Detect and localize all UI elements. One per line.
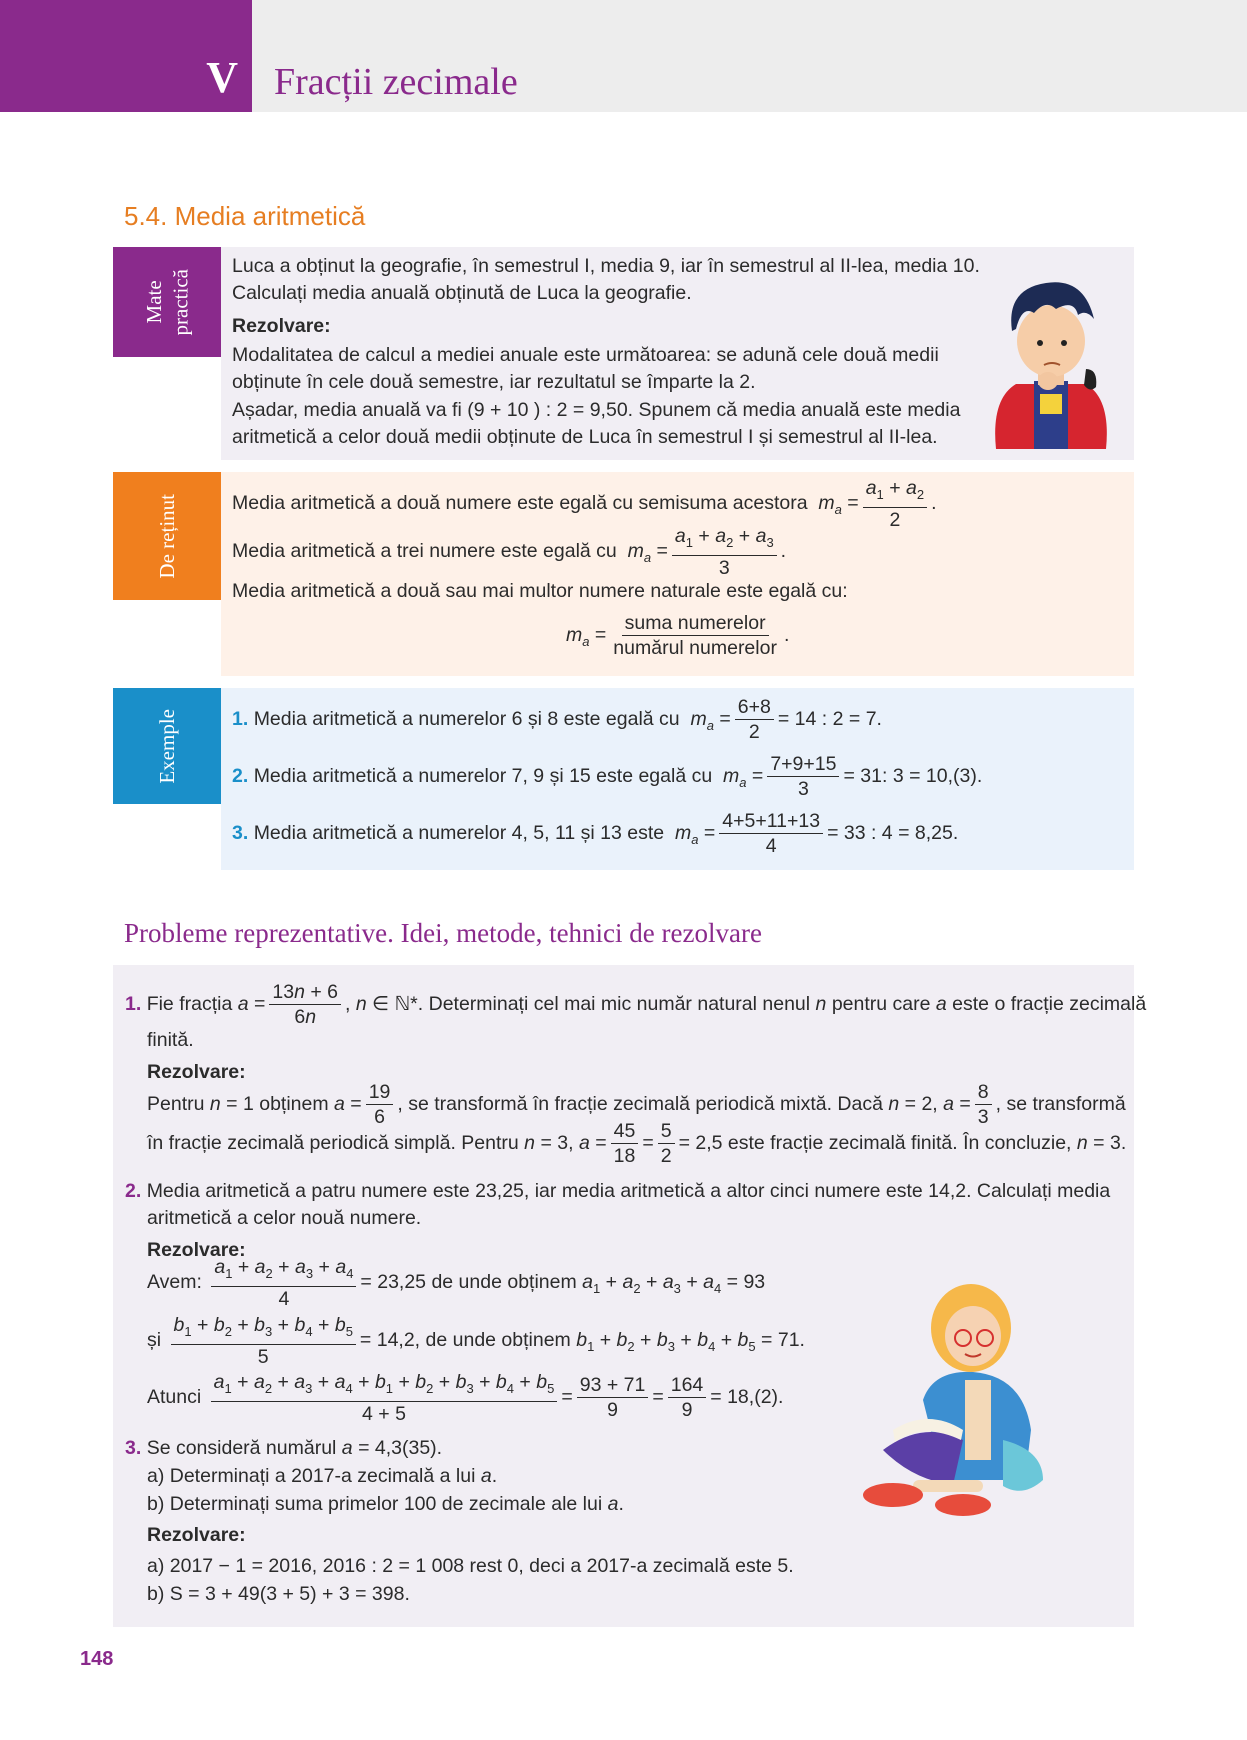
p1-r1c: se transformă în fracție zecimală periodică mixtă. Dacă xyxy=(408,1093,883,1115)
exemple-panel xyxy=(221,688,1134,870)
boy-illustration xyxy=(986,269,1116,449)
mate-rezolvare: Rezolvare: xyxy=(232,315,331,337)
chapter-number: V xyxy=(206,53,238,102)
problem-3-b: b) Determinați suma primelor 100 de zecimale ale lui a. xyxy=(147,1493,624,1515)
problem-3-line-1: Se consideră numărul xyxy=(146,1437,337,1459)
retinut-line-3: Media aritmetică a două sau mai multor numere naturale este egală cu: xyxy=(232,580,848,602)
mate-line-5: Așadar, media anuală va fi (9 + 10 ) : 2 = 9,50. Spunem că media anuală este media xyxy=(232,399,961,421)
problem-3-statement: 3. Se consideră numărul a = 4,3(35). xyxy=(125,1437,443,1459)
formula-numerator: suma numerelor xyxy=(622,611,769,636)
p3-b-text: b) Determinați suma primelor 100 de zecimale ale lui xyxy=(147,1493,603,1515)
retinut-rule-2: Media aritmetică a trei numere este egală cu $m_a$ = $\frac{a_1 + a_2 + a_3}{3}$ . xyxy=(232,525,787,579)
problem-2-atunci: Atunci $\frac{a_1 + a_2 + a_3 + a_4 + b_1 + b_2 + b_3 + b_4 + b_5}{4 + 5}$ = $\frac{93 + 71}{9}$ = $\frac{164}{9}$ = 18,(2). xyxy=(147,1371,784,1425)
p1-r1a: Pentru xyxy=(147,1093,205,1115)
example-1-number: 1. xyxy=(232,708,249,730)
exemple-tab-label: Exemple xyxy=(154,708,179,784)
problem-1-text-e: finită. xyxy=(147,1029,194,1051)
mate-line-1: Luca a obținut la geografie, în semestrul I, media 9, iar în semestrul al II-lea, media 10. xyxy=(232,255,980,277)
p1-r2b: este fracție zecimală finită. În concluzie, xyxy=(727,1132,1072,1154)
retinut-line-2: Media aritmetică a trei numere este egală cu xyxy=(232,540,617,563)
example-2: 2. Media aritmetică a numerelor 7, 9 și 15 este egală cu $m_a$ = $\frac{7+9+15}{3}$ = 31: 3 = 10,(3). xyxy=(232,753,983,801)
mate-tab-label-2: practică xyxy=(168,268,192,336)
retinut-tab-label: De reținut xyxy=(154,493,179,579)
mate-practica-panel xyxy=(221,247,1134,460)
example-3-text: Media aritmetică a numerelor 4, 5, 11 și 13 este xyxy=(253,822,665,844)
mate-line-3: Modalitatea de calcul a mediei anuale este următoarea: se adună cele două medii xyxy=(232,344,939,366)
p2-si-label: și xyxy=(147,1329,162,1352)
chapter-number-box xyxy=(0,0,252,112)
problem-1-text-a: Fie fracția xyxy=(146,993,233,1015)
page-number: 148 xyxy=(80,1648,114,1670)
problem-3-solution-a: a) 2017 − 1 = 2016, 2016 : 2 = 1 008 rest 0, deci a 2017-a zecimală este 5. xyxy=(147,1555,794,1577)
de-retinut-panel xyxy=(221,472,1134,676)
example-3: 3. Media aritmetică a numerelor 4, 5, 11 și 13 este $m_a$ = $\frac{4+5+11+13}{4}$ = 33 : 4 = 8,25. xyxy=(232,810,959,858)
p2-atunci-label: Atunci xyxy=(147,1386,202,1409)
retinut-formula: $m_a$ = $\frac{\text{suma numerelor}}{\text{numărul numerelor}}$ . xyxy=(566,612,790,660)
p1-r1d: se transformă xyxy=(1006,1093,1126,1115)
probleme-panel xyxy=(113,965,1147,1627)
problem-1-text-d: este o fracție zecimală xyxy=(952,993,1147,1015)
problem-3-solution-b: b) S = 3 + 49(3 + 5) + 3 = 398. xyxy=(147,1583,410,1605)
problem-1-statement: 1. Fie fracția a = $\frac{13n + 6}{6n}$ , n ∈ ℕ*. Determinați cel mai mic număr natural nenul n pentru care a este o fracție zecimală xyxy=(125,981,1147,1029)
problem-2-si: și $\frac{b_1 + b_2 + b_3 + b_4 + b_5}{5}$ = 14,2, de unde obținem $b_1 + b_2 + b_3 + b_4 + b_5 = 71$. xyxy=(147,1314,805,1368)
p2-deunde-2: de unde obținem xyxy=(425,1329,571,1352)
problem-2-rezolvare: Rezolvare: xyxy=(147,1239,246,1261)
problem-2-number: 2. xyxy=(125,1180,142,1202)
example-2-text: Media aritmetică a numerelor 7, 9 și 15 este egală cu xyxy=(253,765,713,787)
problem-3-number: 3. xyxy=(125,1437,142,1459)
p2-avem-label: Avem: xyxy=(147,1271,202,1294)
example-3-number: 3. xyxy=(232,822,249,844)
problem-1-text-c: pentru care xyxy=(831,993,931,1015)
example-1-text: Media aritmetică a numerelor 6 și 8 este egală cu xyxy=(253,708,680,730)
p1-r1b: obținem xyxy=(259,1093,329,1115)
mate-line-2: Calculați media anuală obținută de Luca la geografie. xyxy=(232,282,692,304)
exemple-tab xyxy=(113,688,221,804)
problem-2-avem: Avem: $\frac{a_1 + a_2 + a_3 + a_4}{4}$ = 23,25 de unde obținem $a_1 + a_2 + a_3 + a_4 = 93$ xyxy=(147,1256,766,1310)
example-1: 1. Media aritmetică a numerelor 6 și 8 este egală cu $m_a$ = $\frac{6+8}{2}$ = 14 : 2 = 7. xyxy=(232,696,882,744)
problem-1-solution-line-1: Pentru n = 1 obținem a = $\frac{19}{6}$ , se transformă în fracție zecimală periodică mixtă. Dacă n = 2, a = $\frac{8}{3}$ , se transformă xyxy=(147,1081,1126,1129)
mate-line-6: aritmetică a celor două medii obținute de Luca în semestrul I și semestrul al II-lea. xyxy=(232,426,938,448)
problem-2-line-2: aritmetică a celor nouă numere. xyxy=(147,1207,422,1229)
problem-2-statement xyxy=(125,1178,1110,1205)
problem-1-text-b: Determinați cel mai mic număr natural nenul xyxy=(428,993,811,1015)
chapter-title: Fracții zecimale xyxy=(274,61,518,103)
example-2-number: 2. xyxy=(232,765,249,787)
probleme-title: Probleme reprezentative. Idei, metode, tehnici de rezolvare xyxy=(124,918,762,948)
problem-2-line-1: Media aritmetică a patru numere este 23,25, iar media aritmetică a altor cinci numere este 14,2. Calculați media xyxy=(146,1180,1111,1202)
problem-1-number: 1. xyxy=(125,993,142,1015)
problem-3-rezolvare: Rezolvare: xyxy=(147,1524,246,1546)
mate-line-4: obținute în cele două semestre, iar rezultatul se împarte la 2. xyxy=(232,371,756,393)
girl-reading-illustration xyxy=(853,1280,1063,1520)
problem-1-rezolvare: Rezolvare: xyxy=(147,1061,246,1083)
section-title: 5.4. Media aritmetică xyxy=(124,201,366,231)
mate-practica-tab xyxy=(113,247,221,357)
retinut-rule-1: Media aritmetică a două numere este egală cu semisuma acestora $m_a$ = $\frac{a_1 + a_2}{2}$ . xyxy=(232,477,937,531)
p3-a-text: a) Determinați a 2017-a zecimală a lui xyxy=(147,1465,476,1487)
de-retinut-tab xyxy=(113,472,221,600)
problem-1-solution-line-2: în fracție zecimală periodică simplă. Pentru n = 3, a = $\frac{45}{18}$ = $\frac{5}{2}$ = 2,5 este fracție zecimală finită. În concluzie, n = 3. xyxy=(147,1120,1127,1168)
p2-deunde-1: de unde obținem xyxy=(431,1271,577,1294)
mate-tab-label-1: Mate xyxy=(141,280,166,324)
retinut-line-1: Media aritmetică a două numere este egală cu semisuma acestora xyxy=(232,492,808,515)
formula-denominator: numărul numerelor xyxy=(613,637,777,660)
problem-3-a: a) Determinați a 2017-a zecimală a lui a. xyxy=(147,1465,498,1487)
p1-r2a: în fracție zecimală periodică simplă. Pentru xyxy=(147,1132,519,1154)
